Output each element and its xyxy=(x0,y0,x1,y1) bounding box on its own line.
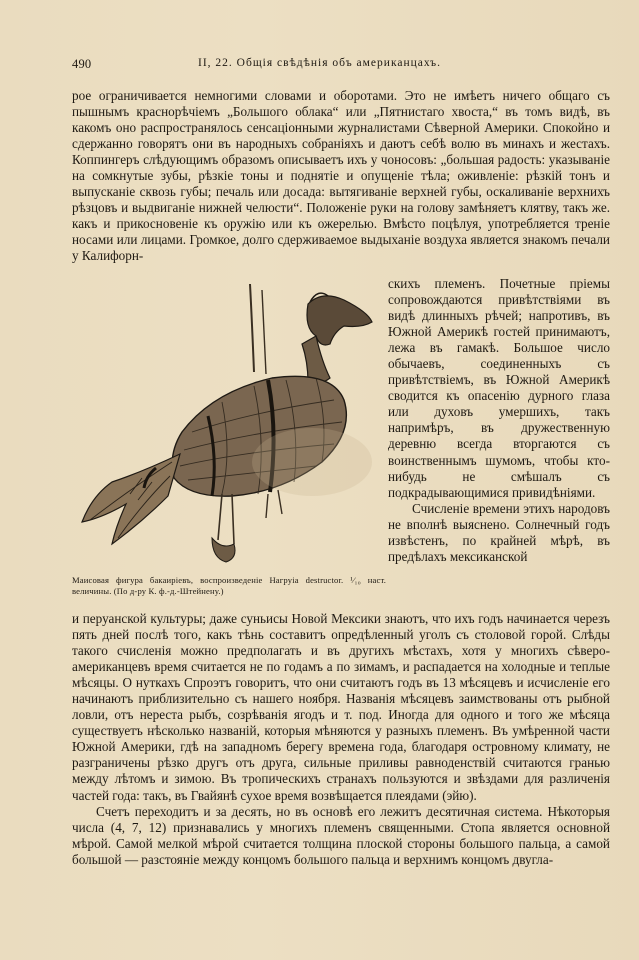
paragraph: Счетъ переходитъ и за десять, но въ основѣ его лежитъ десятичная система. Нѣкоторыя числа (4, 7, 12) признавались у многихъ племенъ священными. Стопа является основной мѣрой. Самой мелкой мѣрой считается толщина плоской стороны большого пальца, а самой большой — разстояніе между концомъ большого пальца и верхнимъ концомъ двугла- xyxy=(72,803,610,867)
figure-block xyxy=(72,282,386,612)
maize-figure-illustration xyxy=(72,282,386,572)
page-number: 490 xyxy=(72,57,92,71)
body-text-bottom xyxy=(72,611,610,868)
figure-caption: Маисовая фигура бакаиріевъ, воспроизведеніе Hагруіа destructor. ¹⁄₁₀ наст. величины. (По д-ру К. ф.-д.-Штейнену.) xyxy=(72,575,386,596)
page-header xyxy=(72,57,610,75)
paragraph: скихъ племенъ. Почетные пріемы сопровождаются привѣтствіями въ видѣ длинныхъ рѣчей; напротивъ, въ Южной Америкѣ гостей принимаютъ, лежа въ гамакѣ. Большое число обычаевъ, соединенныхъ съ привѣтствіемъ, въ Южной Америкѣ сводится къ опасенію дурного глаза или духовъ умершихъ, такъ напримѣръ, въ дружественную деревню всегда вторгаются съ воинственнымъ шумомъ, чтобы кто-нибудь не смѣшалъ съ подкрадывающимися привидѣніями. xyxy=(388,276,610,500)
body-text-top xyxy=(72,88,610,265)
side-column-text xyxy=(388,276,610,565)
paragraph: и перуанской культуры; даже суньисы Новой Мексики знаютъ, что ихъ годъ начинается черезъ пять дней послѣ того, какъ тѣнь составитъ опредѣленный уголъ съ столовой горой. Слѣды такого счисленія можно предполагать и въ другихъ мѣстахъ, хотя у многихъ сѣверо-американцевъ время считается не по годамъ а по зимамъ, и распадается на холодные и теплые мѣсяцы. О нуткахъ Спроэтъ говоритъ, что они считаютъ годъ въ 13 мѣсяцевъ и исчисленіе его начинаютъ приблизительно съ нашего ноября. Названія мѣсяцевъ заимствованы отъ рыбной ловли, отъ нереста рыбъ, созрѣванія ягодъ и т. под. Иногда для одного и того же мѣсяца существуетъ нѣсколько названій, которыя мѣняются у разныхъ племенъ. Въ умѣренной части Южной Америки, гдѣ на западномъ берегу времена года, благодаря островному климату, не разграничены рѣзко другъ отъ друга, сильные приливы равноденствій считаются гранью между лѣтомъ и зимою. Въ тропическихъ странахъ пользуются и звѣздами для различенія частей года: такъ, въ Гвайянѣ сухое время возвѣщается плеядами (эйю). xyxy=(72,611,610,803)
paragraph: Счисленіе времени этихъ народовъ не вполнѣ выяснено. Солнечный годъ извѣстенъ, по крайней мѣрѣ, въ предѣлахъ мексиканской xyxy=(388,500,610,564)
running-head: II, 22. Общія свѣдѣнія объ американцахъ. xyxy=(198,57,442,69)
paragraph: рое ограничивается немногими словами и оборотами. Это не имѣетъ ничего общаго съ пышнымъ краснорѣчіемъ „Большого облака“ или „Пятнистаго хвоста,“ въ томъ видѣ, въ какомъ оно распространялось сенсаціонными журналистами Сѣверной Америки. Спокойно и сдержанно говорятъ они въ народныхъ собраніяхъ и даютъ себѣ волю въ минахъ и жестахъ. Коппингеръ слѣдующимъ образомъ описываетъ ихъ у чоносовъ: „большая радость: указываніе на сомкнутые зубы, рѣзкіе тоны и поднятіе и опущеніе тѣла; оживленіе: рѣзкій тонъ и выпусканіе сквозь губы; печаль или досада: вытягиваніе верхней губы, оскаливаніе верхнихъ рѣзцовъ и выдвиганіе нижней челюсти“. Положеніе руки на голову замѣняетъ клятву, такъ же. какъ и прикосновеніе къ оружію или къ ожерелью. Вмѣсто поцѣлуя, употребляется треніе носами или лицами. Громкое, долго сдерживаемое выдыханіе воздуха является знакомъ печали у Калифорн- xyxy=(72,88,610,264)
